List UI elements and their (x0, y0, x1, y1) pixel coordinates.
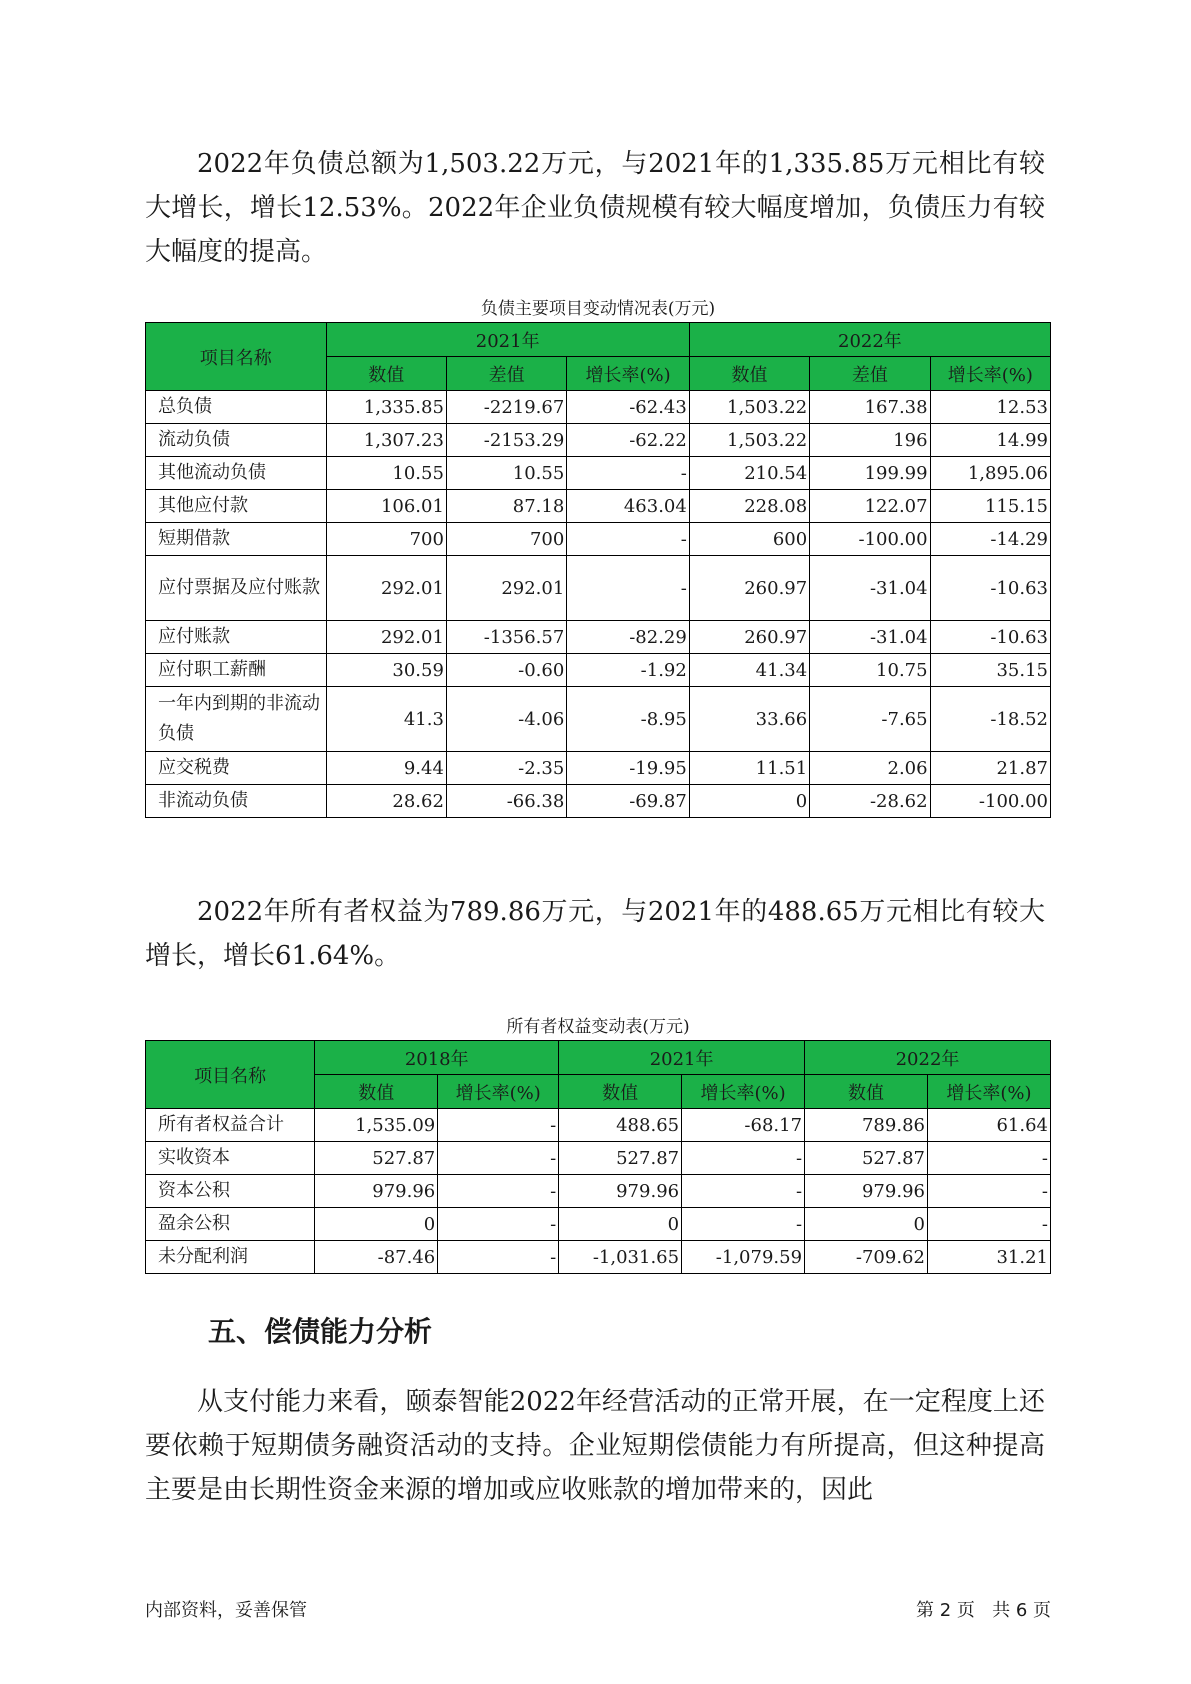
table-cell: 1,535.09 (315, 1109, 438, 1142)
table-cell: - (927, 1175, 1050, 1208)
table-cell: 292.01 (446, 556, 566, 621)
row-label: 应交税费 (146, 752, 327, 785)
row-label: 未分配利润 (146, 1241, 315, 1274)
table-cell: - (438, 1175, 559, 1208)
table-cell: - (438, 1241, 559, 1274)
row-label: 短期借款 (146, 523, 327, 556)
table-cell: -1,079.59 (682, 1241, 805, 1274)
sub-header: 数值 (326, 357, 446, 391)
table-cell: 527.87 (315, 1142, 438, 1175)
table-row (146, 1109, 1051, 1142)
table-row (146, 424, 1051, 457)
table-cell: 527.87 (559, 1142, 682, 1175)
year-header: 2021年 (326, 323, 689, 357)
table-cell: -1.92 (567, 654, 690, 687)
table-cell: -2.35 (446, 752, 566, 785)
sub-header: 增长率(%) (438, 1075, 559, 1109)
table-cell: 292.01 (326, 621, 446, 654)
table-row (146, 556, 1051, 621)
table-cell: -19.95 (567, 752, 690, 785)
table-cell: 1,895.06 (930, 457, 1050, 490)
table-cell: - (567, 523, 690, 556)
table-row (146, 752, 1051, 785)
row-label: 非流动负债 (146, 785, 327, 818)
sub-header: 数值 (315, 1075, 438, 1109)
row-label: 资本公积 (146, 1175, 315, 1208)
table-cell: 35.15 (930, 654, 1050, 687)
table-cell: 31.21 (927, 1241, 1050, 1274)
table-cell: 0 (559, 1208, 682, 1241)
table-cell: - (567, 556, 690, 621)
table-row (146, 523, 1051, 556)
table-cell: 41.3 (326, 687, 446, 752)
table-cell: 292.01 (326, 556, 446, 621)
table-row (146, 687, 1051, 752)
table-cell: 61.64 (927, 1109, 1050, 1142)
sub-header: 差值 (810, 357, 930, 391)
table-row (146, 457, 1051, 490)
row-label: 应付票据及应付账款 (146, 556, 327, 621)
year-header: 2022年 (689, 323, 1050, 357)
table-row (146, 391, 1051, 424)
table-cell: 228.08 (689, 490, 809, 523)
table-cell: - (438, 1142, 559, 1175)
table-cell: 979.96 (805, 1175, 928, 1208)
footer-confidential-note: 内部资料，妥善保管 (145, 1600, 307, 1621)
table-cell: -10.63 (930, 621, 1050, 654)
row-label: 应付职工薪酬 (146, 654, 327, 687)
table-cell: 10.75 (810, 654, 930, 687)
table-cell: -0.60 (446, 654, 566, 687)
table-cell: 600 (689, 523, 809, 556)
table-cell: -1356.57 (446, 621, 566, 654)
table-cell: -14.29 (930, 523, 1050, 556)
table-cell: 1,335.85 (326, 391, 446, 424)
sub-header: 增长率(%) (682, 1075, 805, 1109)
equity-table-caption: 所有者权益变动表(万元) (506, 1017, 690, 1037)
section-title: 五、偿债能力分析 (208, 1315, 433, 1348)
table-cell: 0 (805, 1208, 928, 1241)
table-cell: 10.55 (446, 457, 566, 490)
table-cell: 979.96 (315, 1175, 438, 1208)
table-cell: 1,503.22 (689, 391, 809, 424)
table-cell: - (682, 1142, 805, 1175)
table-cell: -2153.29 (446, 424, 566, 457)
table-cell: 210.54 (689, 457, 809, 490)
table-cell: 12.53 (930, 391, 1050, 424)
table-cell: 122.07 (810, 490, 930, 523)
col-name-header: 项目名称 (146, 1041, 315, 1109)
footer-page-number: 第 2 页 共 6 页 (916, 1600, 1051, 1621)
sub-header: 增长率(%) (927, 1075, 1050, 1109)
table-cell: - (438, 1208, 559, 1241)
table-cell: 0 (689, 785, 809, 818)
sub-header: 数值 (689, 357, 809, 391)
table-cell: -31.04 (810, 556, 930, 621)
table-row (146, 621, 1051, 654)
year-header: 2022年 (805, 1041, 1051, 1075)
year-header: 2018年 (315, 1041, 559, 1075)
table-cell: 700 (326, 523, 446, 556)
table-cell: 2.06 (810, 752, 930, 785)
table-cell: 199.99 (810, 457, 930, 490)
table-row (146, 1241, 1051, 1274)
table-cell: 488.65 (559, 1109, 682, 1142)
row-label: 总负债 (146, 391, 327, 424)
table-cell: -7.65 (810, 687, 930, 752)
table-cell: 789.86 (805, 1109, 928, 1142)
sub-header: 增长率(%) (567, 357, 690, 391)
table-cell: -2219.67 (446, 391, 566, 424)
table-cell: 1,503.22 (689, 424, 809, 457)
table-cell: -69.87 (567, 785, 690, 818)
table-cell: -100.00 (810, 523, 930, 556)
solvency-paragraph: 从支付能力来看，颐泰智能2022年经营活动的正常开展，在一定程度上还要依赖于短期债务融资活动的支持。企业短期偿债能力有所提高，但这种提高主要是由长期性资金来源的增加或应收账款的增加带来的，因此 (145, 1387, 1045, 1505)
liabilities-table (145, 322, 1051, 818)
year-header: 2021年 (559, 1041, 805, 1075)
table-cell: - (927, 1142, 1050, 1175)
table-cell: -87.46 (315, 1241, 438, 1274)
col-name-header: 项目名称 (146, 323, 327, 391)
sub-header: 数值 (559, 1075, 682, 1109)
table-cell: - (927, 1208, 1050, 1241)
sub-header: 差值 (446, 357, 566, 391)
table-row (146, 654, 1051, 687)
table-cell: 1,307.23 (326, 424, 446, 457)
table-cell: -709.62 (805, 1241, 928, 1274)
table-row (146, 1208, 1051, 1241)
table-cell: 14.99 (930, 424, 1050, 457)
table-cell: 0 (315, 1208, 438, 1241)
table-cell: -100.00 (930, 785, 1050, 818)
table-cell: 28.62 (326, 785, 446, 818)
table-cell: -31.04 (810, 621, 930, 654)
table-cell: -68.17 (682, 1109, 805, 1142)
table-cell: 979.96 (559, 1175, 682, 1208)
table-cell: 33.66 (689, 687, 809, 752)
row-label: 其他应付款 (146, 490, 327, 523)
table-cell: 700 (446, 523, 566, 556)
table-cell: 463.04 (567, 490, 690, 523)
equity-paragraph: 2022年所有者权益为789.86万元，与2021年的488.65万元相比有较大增长，增长61.64%。 (145, 897, 1045, 971)
table-cell: 106.01 (326, 490, 446, 523)
table-cell: -4.06 (446, 687, 566, 752)
table-row (146, 1142, 1051, 1175)
table-cell: 9.44 (326, 752, 446, 785)
table-cell: -28.62 (810, 785, 930, 818)
row-label: 实收资本 (146, 1142, 315, 1175)
table-row (146, 785, 1051, 818)
row-label: 盈余公积 (146, 1208, 315, 1241)
table-cell: -8.95 (567, 687, 690, 752)
table-cell: - (682, 1175, 805, 1208)
row-label: 所有者权益合计 (146, 1109, 315, 1142)
row-label: 流动负债 (146, 424, 327, 457)
table-row (146, 1175, 1051, 1208)
table-cell: 21.87 (930, 752, 1050, 785)
table-cell: 115.15 (930, 490, 1050, 523)
table-cell: - (682, 1208, 805, 1241)
table-cell: 10.55 (326, 457, 446, 490)
table-cell: 260.97 (689, 621, 809, 654)
table-cell: -62.22 (567, 424, 690, 457)
table-cell: 41.34 (689, 654, 809, 687)
table-cell: 11.51 (689, 752, 809, 785)
table-cell: - (438, 1109, 559, 1142)
table-cell: 87.18 (446, 490, 566, 523)
table-cell: 167.38 (810, 391, 930, 424)
row-label: 其他流动负债 (146, 457, 327, 490)
table-cell: -18.52 (930, 687, 1050, 752)
equity-table (145, 1040, 1051, 1274)
table-row (146, 490, 1051, 523)
table-cell: -10.63 (930, 556, 1050, 621)
sub-header: 数值 (805, 1075, 928, 1109)
table-cell: - (567, 457, 690, 490)
liabilities-table-caption: 负债主要项目变动情况表(万元) (480, 299, 716, 319)
table-cell: -1,031.65 (559, 1241, 682, 1274)
row-label: 一年内到期的非流动负债 (146, 687, 327, 752)
liabilities-paragraph: 2022年负债总额为1,503.22万元，与2021年的1,335.85万元相比有较大增长，增长12.53%。2022年企业负债规模有较大幅度增加，负债压力有较大幅度的提高。 (145, 149, 1045, 267)
table-cell: -82.29 (567, 621, 690, 654)
table-cell: 196 (810, 424, 930, 457)
table-cell: 30.59 (326, 654, 446, 687)
table-cell: -62.43 (567, 391, 690, 424)
sub-header: 增长率(%) (930, 357, 1050, 391)
table-cell: -66.38 (446, 785, 566, 818)
table-cell: 260.97 (689, 556, 809, 621)
table-cell: 527.87 (805, 1142, 928, 1175)
row-label: 应付账款 (146, 621, 327, 654)
